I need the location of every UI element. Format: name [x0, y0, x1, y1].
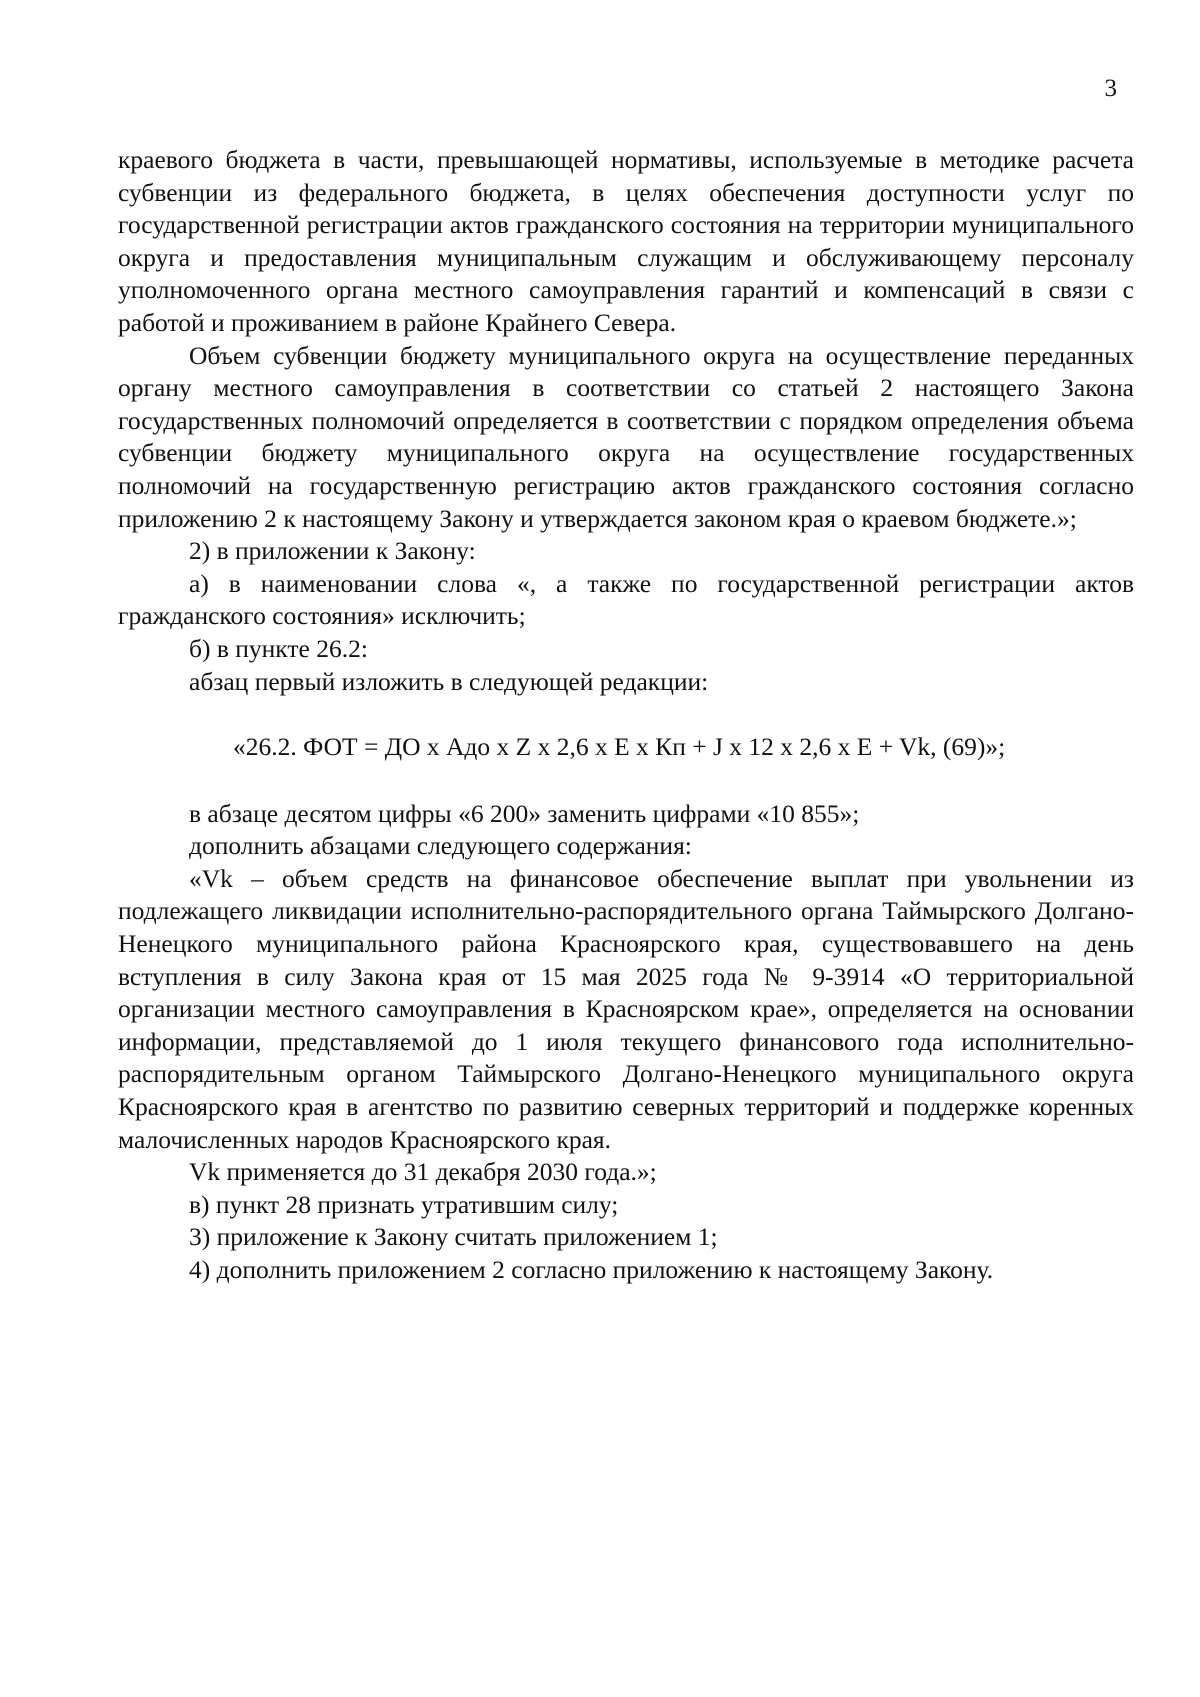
paragraph-subvention-volume: Объем субвенции бюджету муниципального округа на осуществление переданных органу местного самоуправления в соответствии со статьей 2 настоящего Закона государственных полномочий определяется в соответствии с порядком определения объема субвенции бюджету муниципального округа на осуществление государственных полномочий на государственную регистрацию актов гражданского состояния согласно приложению 2 к настоящему Закону и утверждается законом края о краевом бюджете.»; [118, 340, 1134, 533]
paragraph-item-2: 2) в приложении к Закону: [189, 536, 476, 566]
page-number: 3 [1104, 75, 1117, 102]
formula-26-2: «26.2. ФОТ = ДО x Адо x Z x 2,6 x E x Кп + J x 12 x 2,6 x E + Vk, (69)»; [233, 732, 1006, 762]
document-body [118, 144, 1134, 1287]
paragraph-vk-applies: Vk применяется до 31 декабря 2030 года.»; [189, 1157, 657, 1187]
paragraph-supplement: дополнить абзацами следующего содержания: [189, 831, 692, 861]
paragraph-item-v: в) пункт 28 признать утратившим силу; [189, 1189, 619, 1219]
paragraph-tenth-abzats: в абзаце десятом цифры «6 200» заменить цифрами «10 855»; [189, 798, 860, 828]
paragraph-item-b: б) в пункте 26.2: [189, 633, 368, 663]
paragraph-item-a: а) в наименовании слова «, а также по государственной регистрации актов гражданского состояния» исключить; [118, 568, 1134, 631]
paragraph-vk-definition: «Vk – объем средств на финансовое обеспечение выплат при увольнении из подлежащего ликвидации исполнительно-распорядительного органа Таймырского Долгано-Ненецкого муниципального района Красноярского края, существовавшего на день вступления в силу Закона края от 15 мая 2025 года № 9-3914 «О территориальной организации местного самоуправления в Красноярском крае», определяется на основании информации, представляемой до 1 июля текущего финансового года исполнительно-распорядительным органом Таймырского Долгано-Ненецкого муниципального округа Красноярского края в агентство по развитию северных территорий и поддержке коренных малочисленных народов Красноярского края. [118, 863, 1134, 1154]
paragraph-first-abzats: абзац первый изложить в следующей редакции: [189, 666, 709, 696]
paragraph-regional-budget: краевого бюджета в части, превышающей нормативы, используемые в методике расчета субвенции из федерального бюджета, в целях обеспечения доступности услуг по государственной регистрации актов гражданского состояния на территории муниципального округа и предоставления муниципальным служащим и обслуживающему персоналу уполномоченного органа местного самоуправления гарантий и компенсаций в связи с работой и проживанием в районе Крайнего Севера. [118, 145, 1134, 337]
paragraph-item-4: 4) дополнить приложением 2 согласно приложению к настоящему Закону. [189, 1255, 994, 1284]
paragraph-item-3: 3) приложение к Закону считать приложением 1; [189, 1222, 718, 1252]
